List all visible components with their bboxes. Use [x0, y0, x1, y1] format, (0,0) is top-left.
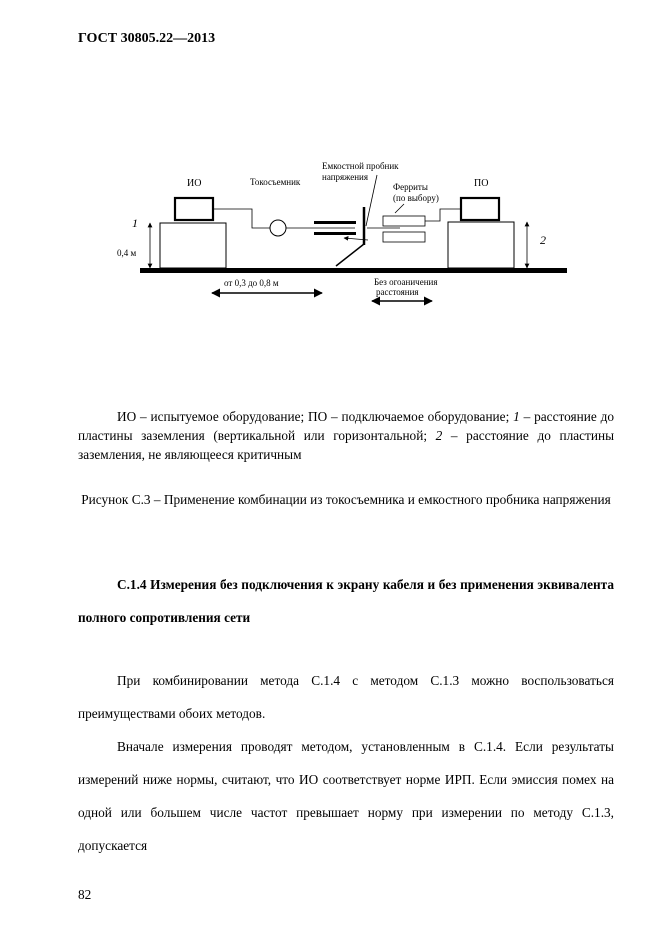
section-heading-text: С.1.4 Измерения без подключения к экрану кабеля и без применения эквивалента полного сопротивления сети [78, 577, 614, 625]
dimension-2-label: 2 [540, 233, 546, 247]
capacitive-probe-label-2: напряжения [322, 172, 369, 182]
figure-caption: Рисунок С.3 – Применение комбинации из токосъемника и емкостного пробника напряжения [81, 492, 611, 507]
document-header: ГОСТ 30805.22—2013 [78, 31, 216, 46]
capacitive-probe-label-1: Емкостной пробник [322, 161, 399, 171]
current-probe-label: Токосъемник [250, 177, 301, 187]
current-probe [270, 220, 286, 236]
no-limit-label-2: расстояния [376, 287, 419, 297]
ae-label: ПО [474, 178, 489, 189]
eut-table [160, 223, 226, 268]
no-limit-label-1: Без огоаничения [374, 277, 438, 287]
capacitive-probe-lead [336, 244, 364, 266]
ae-box [461, 198, 499, 220]
height-label: 0,4 м [117, 248, 137, 258]
figure-legend [78, 407, 614, 464]
body-text [78, 664, 614, 862]
legend-part-2: – расстояние до пластины заземления (вертикальной или горизонтальной; [78, 409, 615, 443]
dimension-1-label: 1 [132, 216, 138, 230]
legend-num-1: 1 [513, 409, 520, 424]
legend-num-2: 2 [435, 428, 443, 443]
ferrites-label-2: (по выбору) [393, 193, 439, 203]
capacitive-probe-pointer [366, 175, 377, 226]
ae-table [448, 222, 514, 268]
ferrite-pointer [395, 204, 404, 213]
paragraph-1: При комбинировании метода С.1.4 с методом С.1.3 можно воспользоваться преимуществами обоих методов. [78, 673, 614, 721]
capacitive-probe-plate-top [314, 221, 356, 224]
cable [213, 209, 270, 228]
eut-label: ИО [187, 178, 202, 189]
distance-label: от 0,3 до 0,8 м [224, 278, 279, 288]
ferrite-bottom [383, 232, 425, 242]
section-heading [78, 568, 614, 634]
ferrites-label-1: Ферриты [393, 182, 428, 192]
legend-part-3: – расстояние до пластины заземления, не являющееся критичным [78, 428, 615, 462]
page-number: 82 [78, 887, 92, 902]
capacitive-probe-plate-bottom [314, 232, 356, 235]
paragraph-2: Вначале измерения проводят методом, установленным в С.1.4. Если результаты измерений ниже нормы, считают, что ИО соответствует норме ИРП. Если эмиссия помех на одной или большем числе частот превышает норму при измерении по методу С.1.3, допускается [78, 739, 614, 853]
eut-box [175, 198, 213, 220]
legend-part-1: ИО – испытуемое оборудование; ПО – подключаемое оборудование; [117, 409, 514, 424]
ferrite-top [383, 216, 425, 226]
ground-plane [140, 268, 567, 273]
test-setup-figure [0, 0, 661, 320]
cable-to-ae [425, 209, 461, 221]
